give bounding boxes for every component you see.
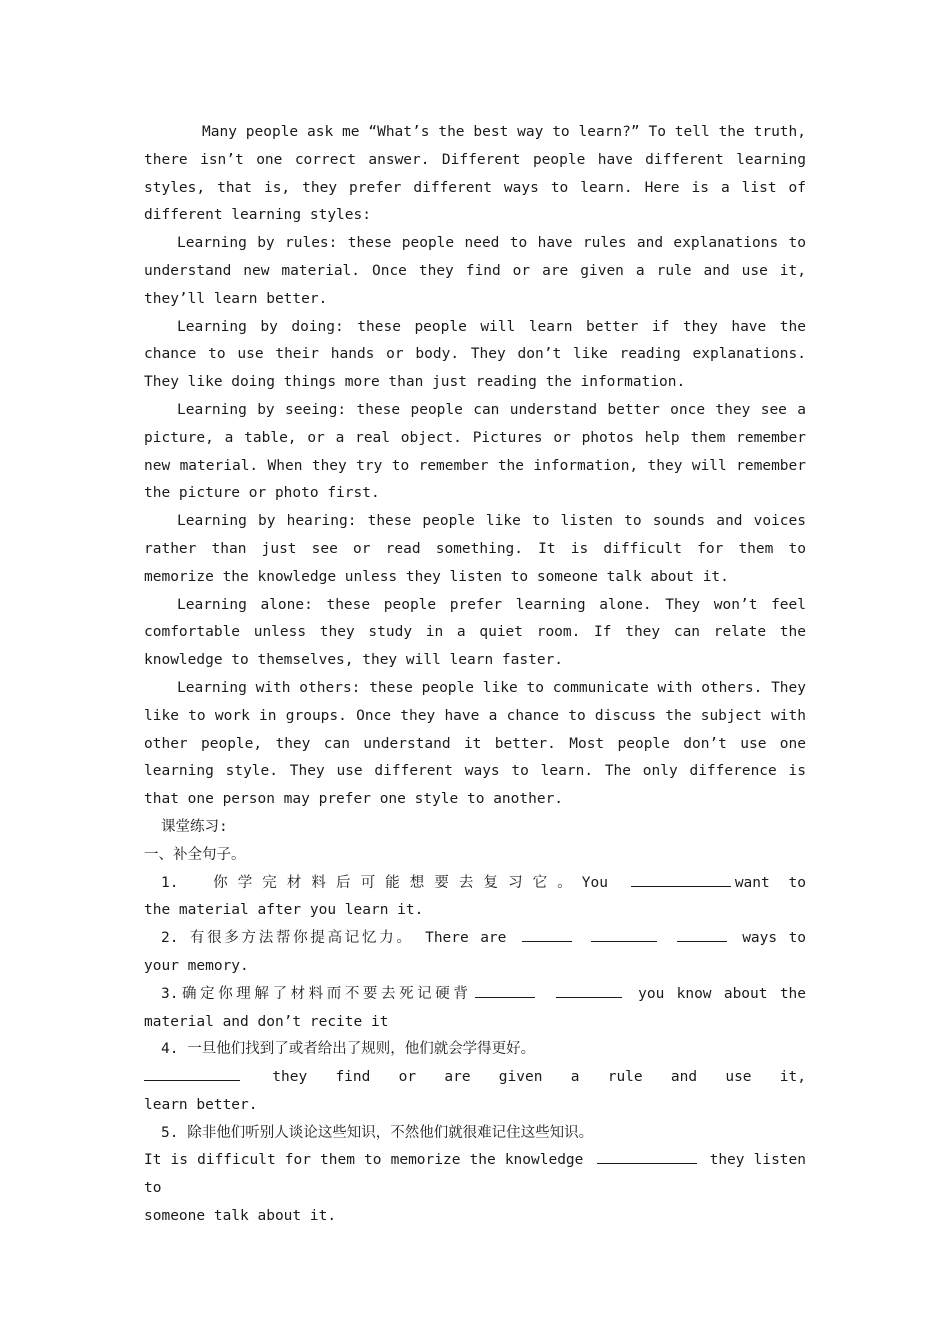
question-3-prompt: 3.确定你理解了材料而不要去死记硬背 <box>161 985 472 1002</box>
exercise-section-title: 一、补全句子。 <box>144 846 246 863</box>
hearing-paragraph: Learning by hearing: these people like to listen to sounds and voices rather than just see or read something. It is difficult for them to memorize the knowledge unless they listen to someone talk about it. <box>144 513 806 585</box>
others-paragraph: Learning with others: these people like to communicate with others. They like to work in groups. Once they have a chance to discuss the subject with other people, they can understand it better. Most people don’t use one learning style. They use different ways to learn. The only difference is that one person may prefer one style to another. <box>144 679 806 808</box>
exercise-heading: 课堂练习: <box>161 818 228 835</box>
question-2-text-b: your memory. <box>144 957 249 974</box>
answer-blank[interactable] <box>677 927 727 942</box>
question-1 <box>144 870 806 926</box>
question-4-line-2 <box>144 1064 806 1092</box>
question-1-prompt: 1. 你学完材料后可能想要去复习它。You <box>161 874 608 891</box>
question-5-text-b: they listen to <box>144 1152 806 1197</box>
question-2-text-a: ways to <box>742 930 807 947</box>
question-3-line-1 <box>144 981 806 1009</box>
question-4 <box>144 1036 806 1119</box>
question-5-text-c: someone talk about it. <box>144 1208 337 1225</box>
intro-paragraph: Many people ask me “What’s the best way to learn?” To tell the truth, there isn’t one correct answer. Different people have different learning styles, that is, they prefer different ways to learn. Here is a list of different learning styles: <box>144 124 806 224</box>
alone-paragraph: Learning alone: these people prefer learning alone. They won’t feel comfortable unless they study in a quiet room. If they can relate the knowledge to themselves, they will learn faster. <box>144 596 806 669</box>
question-5-text-a: It is difficult for them to memorize the knowledge <box>144 1152 584 1169</box>
question-3-text-a: you know about the <box>638 985 807 1002</box>
question-5-line-2 <box>144 1147 806 1203</box>
answer-blank[interactable] <box>144 1066 240 1081</box>
doing-paragraph: Learning by doing: these people will learn better if they have the chance to use their hands or body. They don’t like reading explanations. They like doing things more than just reading the information. <box>144 318 806 391</box>
answer-blank[interactable] <box>597 1149 697 1164</box>
question-2 <box>144 925 806 981</box>
document-page <box>144 119 806 1231</box>
question-5-prompt: 5. 除非他们听别人谈论这些知识，不然他们就很难记住这些知识。 <box>161 1124 594 1141</box>
rules-paragraph: Learning by rules: these people need to have rules and explanations to understand new material. Once they find or are given a rule and use it, they’ll learn better. <box>144 235 806 307</box>
question-5 <box>144 1120 806 1231</box>
answer-blank[interactable] <box>631 872 731 887</box>
seeing-paragraph: Learning by seeing: these people can understand better once they see a picture, a table, or a real object. Pictures or photos help them remember new material. When they try to remember the information, they will remember the picture or photo first. <box>144 401 806 502</box>
answer-blank[interactable] <box>522 927 572 942</box>
question-3-text-b: material and don’t recite it <box>144 1013 389 1030</box>
question-2-line-1 <box>144 925 806 953</box>
question-2-prompt: 2. 有很多方法帮你提高记忆力。 There are <box>161 930 507 947</box>
question-1-text-b: the material after you learn it. <box>144 902 424 919</box>
answer-blank[interactable] <box>475 983 535 998</box>
answer-blank[interactable] <box>591 927 657 942</box>
question-4-text-a: they find or are given a rule and use it, <box>272 1069 806 1086</box>
question-3 <box>144 981 806 1037</box>
question-4-prompt: 4. 一旦他们找到了或者给出了规则，他们就会学得更好。 <box>161 1041 536 1058</box>
question-1-text-a: want to <box>734 874 806 891</box>
question-4-text-b: learn better. <box>144 1096 258 1113</box>
answer-blank[interactable] <box>556 983 622 998</box>
question-1-line-1 <box>144 870 806 898</box>
